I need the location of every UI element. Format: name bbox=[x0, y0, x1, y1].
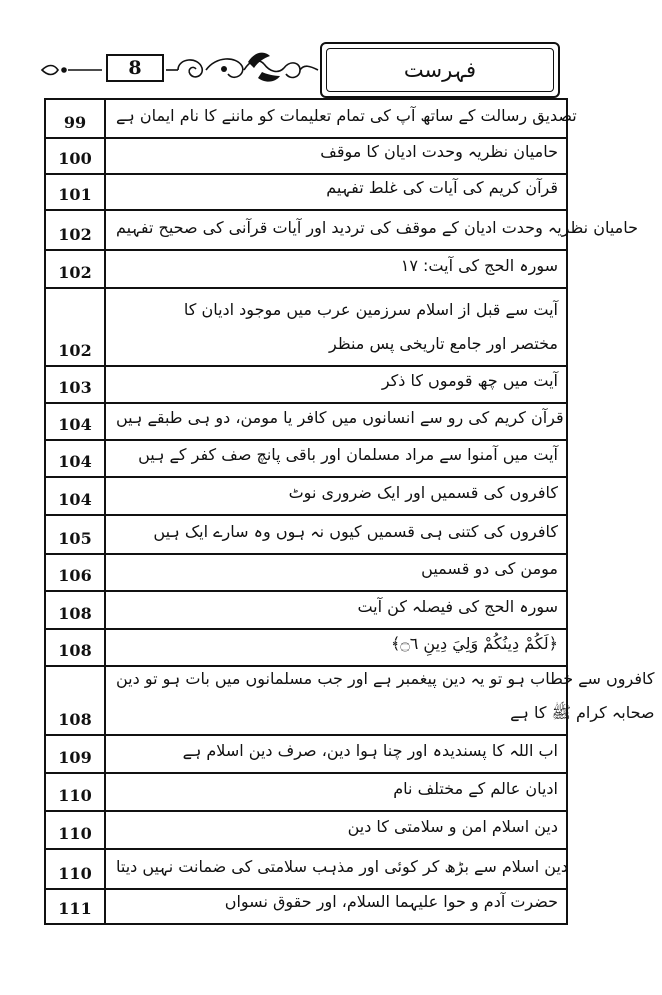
toc-entry-line: کافروں سے خطاب ہو تو یہ دین پیغمبر ہے اور جب مسلمانوں میں بات ہو تو دین bbox=[116, 669, 655, 688]
toc-page-number: 101 bbox=[46, 175, 106, 209]
toc-entry-line: کافروں کی کتنی ہی قسمیں کیوں نہ ہوں وہ سارے ایک ہیں bbox=[153, 522, 558, 541]
toc-row bbox=[46, 289, 566, 367]
toc-entry-line: اب اللہ کا پسندیدہ اور چنا ہوا دین، صرف دین اسلام ہے bbox=[182, 741, 558, 760]
toc-row bbox=[46, 139, 566, 175]
toc-page-number: 111 bbox=[46, 890, 106, 923]
toc-page-number: 110 bbox=[46, 850, 106, 888]
toc-entry-text bbox=[106, 592, 566, 628]
toc-page-number: 108 bbox=[46, 630, 106, 665]
page-number: 8 bbox=[106, 54, 164, 82]
toc-entry-line: مومن کی دو قسمیں bbox=[421, 559, 558, 578]
toc-row bbox=[46, 555, 566, 592]
toc-entry-text bbox=[106, 850, 576, 888]
toc-row bbox=[46, 812, 566, 850]
toc-entry-line: ﴿لَكُمْ دِينُكُمْ وَلِيَ دِينِ ۝٦﴾ bbox=[390, 634, 558, 653]
toc-page-number: 102 bbox=[46, 211, 106, 249]
toc-entry-text bbox=[106, 175, 566, 209]
toc-entry-line: کافروں کی قسمیں اور ایک ضروری نوٹ bbox=[288, 483, 558, 502]
toc-entry-line: قرآن کریم کی رو سے انسانوں میں کافر یا مومن، دو ہی طبقے ہیں bbox=[116, 408, 564, 427]
page-header bbox=[38, 38, 568, 102]
toc-entry-line: آیت میں آمنوا سے مراد مسلمان اور باقی پانچ صف کفر کے ہیں bbox=[138, 445, 558, 464]
toc-row bbox=[46, 367, 566, 404]
toc-row bbox=[46, 441, 566, 478]
toc-entry-line: آیت میں چھ قوموں کا ذکر bbox=[381, 371, 558, 390]
toc-entry-text bbox=[106, 890, 566, 923]
toc-entry-line: صحابہ کرام ﷺ کا ہے bbox=[510, 703, 655, 722]
toc-entry-line: حامیان نظریہ وحدت ادیان کا موقف bbox=[320, 142, 558, 161]
toc-page-number: 105 bbox=[46, 516, 106, 553]
toc-entry-text bbox=[106, 630, 566, 665]
toc-entry-line: دین اسلام امن و سلامتی کا دین bbox=[347, 817, 558, 836]
toc-entry-line: سورہ الحج کی آیت: ۱۷ bbox=[400, 256, 558, 275]
toc-page-number: 110 bbox=[46, 774, 106, 810]
toc-entry-text bbox=[106, 100, 585, 137]
toc-row bbox=[46, 100, 577, 139]
toc-entry-text bbox=[106, 211, 646, 249]
toc-entry-text bbox=[106, 478, 566, 514]
toc-page-number: 104 bbox=[46, 441, 106, 476]
toc-page-number: 103 bbox=[46, 367, 106, 402]
toc-entry-line: قرآن کریم کی آیات کی غلط تفہیم bbox=[326, 178, 558, 197]
toc-entry-text bbox=[106, 404, 572, 439]
title-frame bbox=[320, 42, 560, 98]
toc-entry-text bbox=[106, 736, 566, 772]
toc-entry-line: آیت سے قبل از اسلام سرزمین عرب میں موجود ادیان کا bbox=[183, 300, 558, 319]
toc-row bbox=[46, 774, 566, 812]
toc-entry-text bbox=[106, 139, 566, 173]
toc-entry-text bbox=[106, 774, 566, 810]
toc-row bbox=[46, 516, 566, 555]
toc-entry-text bbox=[106, 812, 566, 848]
toc-entry-text bbox=[106, 367, 566, 402]
toc-entry-text bbox=[106, 441, 566, 476]
toc-row bbox=[46, 175, 566, 211]
toc-page-number: 109 bbox=[46, 736, 106, 772]
toc-row bbox=[46, 667, 655, 736]
toc-row bbox=[46, 592, 566, 630]
toc-entry-text bbox=[106, 251, 566, 287]
toc-entry-text bbox=[106, 555, 566, 590]
toc-row bbox=[46, 251, 566, 289]
toc-page-number: 104 bbox=[46, 478, 106, 514]
toc-page-number: 108 bbox=[46, 667, 106, 734]
toc-page-number: 100 bbox=[46, 139, 106, 173]
toc-row bbox=[46, 478, 566, 516]
toc-page-number: 110 bbox=[46, 812, 106, 848]
toc-entry-line: تصدیق رسالت کے ساتھ آپ کی تمام تعلیمات کو ماننے کا نام ایمان ہے bbox=[116, 106, 577, 125]
toc-page-number: 99 bbox=[46, 100, 106, 137]
toc-row bbox=[46, 211, 638, 251]
toc-entry-line: دین اسلام سے بڑھ کر کوئی اور مذہب سلامتی کی ضمانت نہیں دیتا bbox=[116, 857, 569, 876]
toc-entry-line: سورہ الحج کی فیصلہ کن آیت bbox=[357, 597, 558, 616]
toc-page-number: 108 bbox=[46, 592, 106, 628]
toc-entry-text bbox=[106, 516, 566, 553]
toc-page-number: 102 bbox=[46, 289, 106, 365]
page-title: فہرست bbox=[326, 48, 554, 92]
toc-page-number: 106 bbox=[46, 555, 106, 590]
toc-page-number: 104 bbox=[46, 404, 106, 439]
toc-row bbox=[46, 404, 566, 441]
toc-row bbox=[46, 850, 569, 890]
toc-entry-line: حامیان نظریہ وحدت ادیان کے موقف کی تردید اور آیات قرآنی کی صحیح تفہیم bbox=[116, 218, 638, 237]
toc-row bbox=[46, 736, 566, 774]
table-of-contents bbox=[44, 98, 655, 925]
toc-entry-line: مختصر اور جامع تاریخی پس منظر bbox=[329, 334, 558, 353]
toc-row bbox=[46, 890, 566, 925]
toc-page-number: 102 bbox=[46, 251, 106, 287]
toc-entry-line: حضرت آدم و حوا علیہما السلام، اور حقوق نسواں bbox=[224, 892, 558, 911]
toc-entry-text bbox=[106, 289, 566, 365]
toc-entry-text bbox=[106, 667, 662, 734]
toc-entry-line: ادیان عالم کے مختلف نام bbox=[393, 779, 558, 798]
